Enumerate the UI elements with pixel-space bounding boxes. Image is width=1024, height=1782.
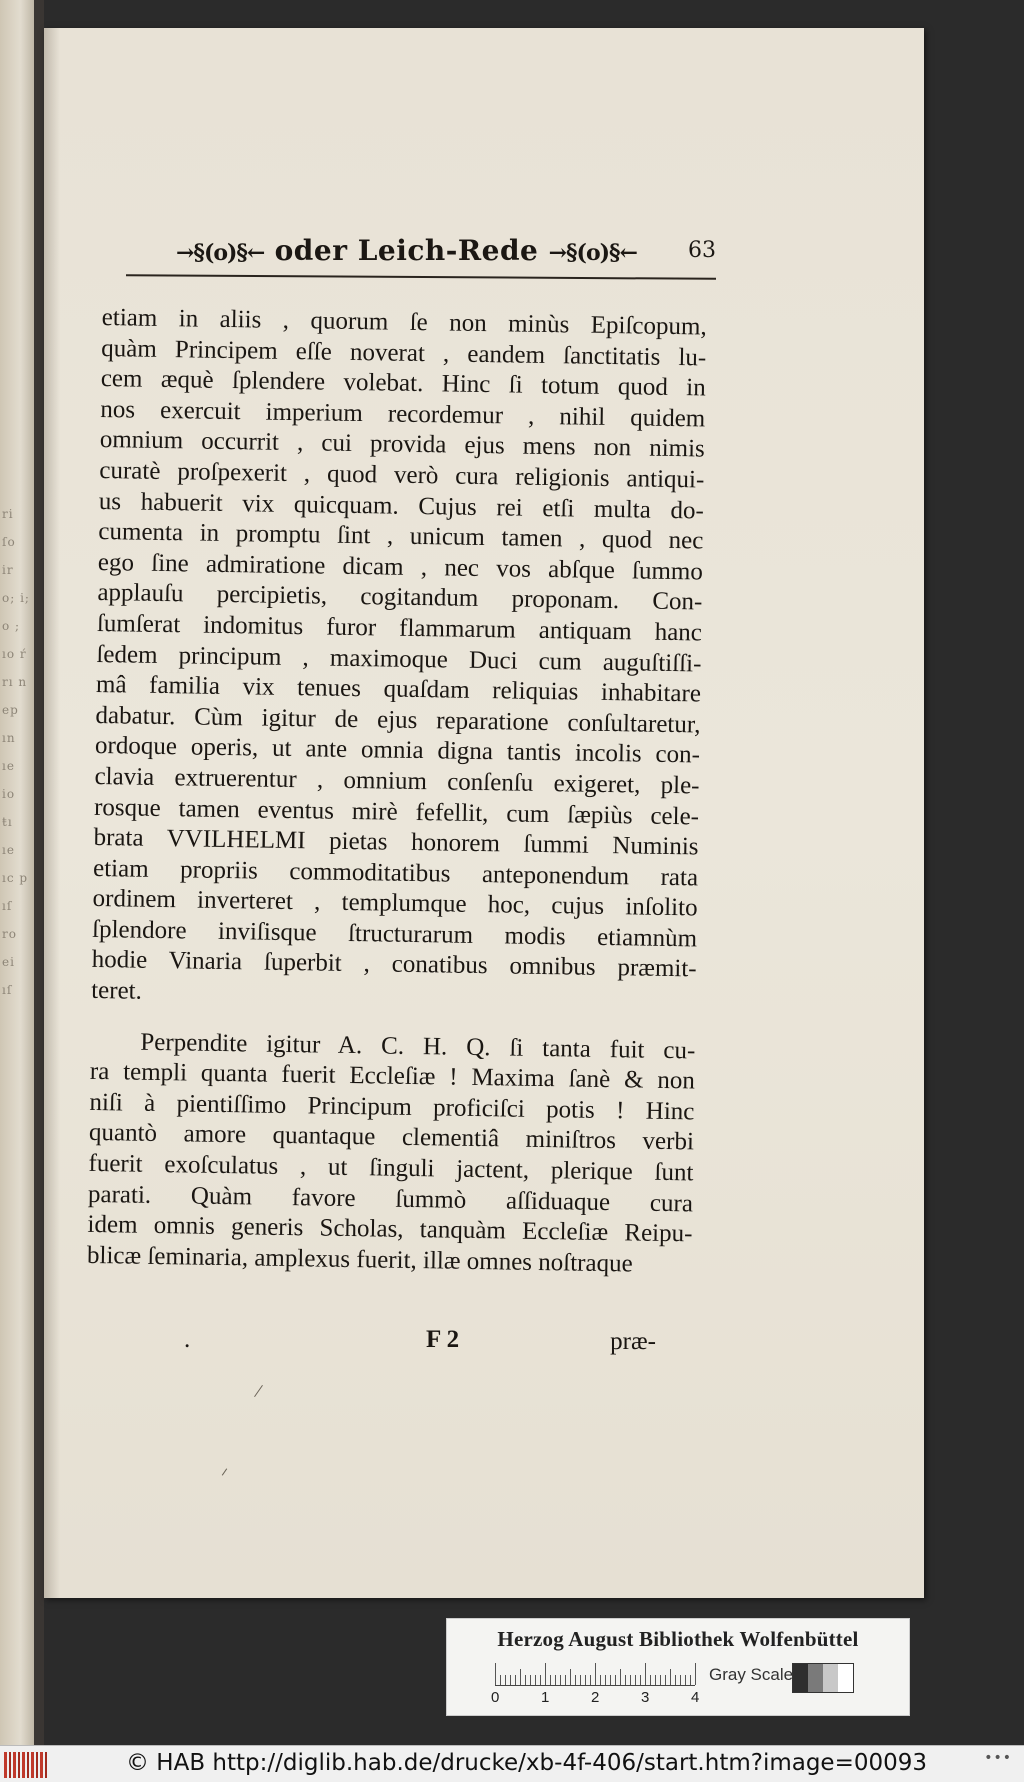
ruler-tick xyxy=(670,1669,671,1685)
catchword: præ- xyxy=(610,1328,656,1355)
header-rule xyxy=(126,274,716,280)
text-line: teret. xyxy=(90,976,143,1005)
ruler-tick xyxy=(645,1663,646,1685)
text-line: ordinem inverteret , templumque hoc, cujus inſolito xyxy=(92,885,698,922)
text-line: niſi à pientiſſimo Principum proficiſci potis ! Hinc xyxy=(89,1088,695,1126)
ruler-tick xyxy=(525,1675,526,1685)
gray-swatch xyxy=(823,1664,838,1692)
ruler-tick xyxy=(555,1675,556,1685)
paper-speck xyxy=(254,1385,263,1397)
gray-swatch xyxy=(838,1664,853,1692)
ruler-tick xyxy=(520,1669,521,1685)
ruler-tick xyxy=(585,1675,586,1685)
library-name: Herzog August Bibliothek Wolfenbüttel xyxy=(497,1627,859,1651)
text-line: idem omnis generis Scholas, tanquàm Eccleſiæ Reipu- xyxy=(87,1211,693,1248)
ruler-tick xyxy=(620,1669,621,1685)
ruler-number: 1 xyxy=(541,1689,550,1706)
ruler-tick xyxy=(580,1675,581,1685)
ruler-tick xyxy=(625,1675,626,1685)
text-line: quantò amore quantaque clementiâ miniſtros verbi xyxy=(88,1119,695,1156)
ruler-tick xyxy=(505,1675,506,1685)
ruler-tick xyxy=(570,1669,571,1685)
text-line: ſplendore inviſisque ſtructurarum modis etiamnùm xyxy=(91,915,698,953)
text-line: rosque tamen eventus mirè fefellit, cum ſæpiùs cele- xyxy=(93,793,700,830)
ruler-tick xyxy=(565,1675,566,1685)
ruler-tick xyxy=(540,1675,541,1685)
ruler-tick xyxy=(665,1675,666,1685)
ruler-tick xyxy=(495,1663,496,1685)
page-header xyxy=(126,228,716,298)
text-line: Perpendite igitur A. C. H. Q. ſi tanta fuit cu- xyxy=(140,1028,696,1065)
text-line: quàm Principem eſſe noverat , eandem ſanctitatis lu- xyxy=(101,334,707,372)
ruler-tick xyxy=(530,1675,531,1685)
ruler-tick xyxy=(605,1675,606,1685)
ruler-tick xyxy=(695,1663,696,1685)
text-line: ſumſerat indomitus furor flammarum antiquam hanc xyxy=(96,609,703,647)
text-line: omnium occurrit , cui provida ejus mens non nimis xyxy=(99,426,705,463)
ruler-number: 4 xyxy=(691,1689,700,1706)
head-ornament-left: →§(o)§← xyxy=(176,240,265,266)
text-line: mâ familia vix tenues quaſdam reliquias inhabitare xyxy=(95,671,702,708)
text-line: dabatur. Cùm igitur de ejus reparatione conſultaretur, xyxy=(95,701,701,739)
text-line: ordoque operis, ut ante omnia digna tantis incolis con- xyxy=(94,732,701,769)
ruler-tick xyxy=(535,1675,536,1685)
book-gutter xyxy=(34,0,44,1745)
more-options-icon[interactable]: ••• xyxy=(984,1750,1012,1766)
text-line: etiam in aliis , quorum ſe non minùs Epiſcopum, xyxy=(101,303,707,341)
ruler-tick xyxy=(635,1675,636,1685)
ruler-tick xyxy=(510,1675,511,1685)
adjacent-page-text: ri ſo ir o; i; o ; ıo ŕ rı n ep ın ıe io ŧı ıe ıc p ıſ ro ei ıſ xyxy=(2,507,30,997)
text-line: ra templi quanta fuerit Eccleſiæ ! Maxima ſanè & non xyxy=(89,1058,696,1095)
viewer-footer-bar xyxy=(0,1745,1024,1782)
text-line: curatè proſpexerit , quod verò cura religionis antiqui- xyxy=(99,456,705,494)
text-line: brata VVILHELMI pietas honorem ſummi Numinis xyxy=(93,824,699,861)
hab-logo-icon[interactable] xyxy=(4,1752,48,1778)
ruler-tick xyxy=(560,1675,561,1685)
text-line: hodie Vinaria ſuperbit , conatibus omnibus præmit- xyxy=(91,946,697,983)
paper-speck xyxy=(222,1468,227,1475)
ruler-number: 0 xyxy=(491,1689,500,1706)
ruler-tick xyxy=(630,1675,631,1685)
ruler-tick xyxy=(610,1675,611,1685)
text-line: etiam propriis commoditatibus anteponendum rata xyxy=(92,854,699,892)
text-line: cumenta in promptu ſint , unicum tamen , quod nec xyxy=(98,518,704,555)
signature-mark: F 2 xyxy=(426,1326,460,1353)
ruler-tick xyxy=(660,1675,661,1685)
ruler-tick xyxy=(650,1675,651,1685)
page-body-text xyxy=(87,303,707,1281)
ruler-tick xyxy=(595,1663,596,1685)
ruler-tick xyxy=(690,1675,691,1685)
ruler-tick xyxy=(685,1675,686,1685)
text-line: parati. Quàm favore ſummò aſſiduaque cura xyxy=(87,1180,694,1218)
page-foot xyxy=(106,1326,666,1356)
text-line: ſedem principum , maximoque Duci cum auguſtiſſi- xyxy=(96,640,702,677)
page-number: 63 xyxy=(688,238,716,263)
library-color-target xyxy=(446,1618,910,1716)
ruler-tick xyxy=(600,1675,601,1685)
gray-scale-label: Gray Scale xyxy=(709,1665,794,1684)
ruler-tick xyxy=(615,1675,616,1685)
gray-swatch xyxy=(808,1664,823,1692)
ruler-scale xyxy=(495,1661,695,1686)
gray-swatch xyxy=(793,1664,808,1692)
text-line: applauſu percipietis, cogitandum proponam. Con- xyxy=(97,579,703,616)
ruler-number: 3 xyxy=(641,1689,650,1706)
ruler-tick xyxy=(680,1675,681,1685)
ruler-number: 2 xyxy=(591,1689,600,1706)
text-line: ego ſine admiratione dicam , nec vos abſque ſummo xyxy=(97,548,704,586)
running-head xyxy=(176,234,637,267)
paragraph-1 xyxy=(91,303,707,1016)
ruler-tick xyxy=(575,1675,576,1685)
text-line: nos exercuit imperium recordemur , nihil quidem xyxy=(100,395,706,433)
document-page xyxy=(44,28,924,1598)
text-line: cem æquè ſplendere volebat. Hinc ſi totum quod in xyxy=(100,365,706,402)
ruler-tick xyxy=(655,1675,656,1685)
ruler-tick xyxy=(590,1675,591,1685)
head-ornament-right: →§(o)§← xyxy=(548,240,637,266)
adjacent-page-edge xyxy=(0,0,34,1745)
text-line: us habuerit vix quicquam. Cujus rei etſi multa do- xyxy=(98,487,705,525)
paragraph-2 xyxy=(87,1027,696,1281)
ruler-tick xyxy=(515,1675,516,1685)
ruler-tick xyxy=(640,1675,641,1685)
ruler-tick xyxy=(550,1675,551,1685)
ruler-tick xyxy=(675,1675,676,1685)
source-url[interactable]: © HAB http://diglib.hab.de/drucke/xb-4f-406/start.htm?image=00093 xyxy=(126,1750,928,1776)
ruler-tick xyxy=(545,1663,546,1685)
text-line: fuerit exoſculatus , ut ſinguli jactent, plerique ſunt xyxy=(88,1149,694,1187)
text-line: clavia extruerentur , omnium conſenſu exigeret, ple- xyxy=(94,762,700,800)
gray-scale-swatches xyxy=(792,1663,854,1693)
text-line: blicæ ſeminaria, amplexus fuerit, illæ omnes noſtraque xyxy=(86,1241,633,1278)
ruler-tick xyxy=(500,1675,501,1685)
running-head-text: oder Leich-Rede xyxy=(274,234,539,267)
foot-dot: . xyxy=(184,1326,191,1353)
